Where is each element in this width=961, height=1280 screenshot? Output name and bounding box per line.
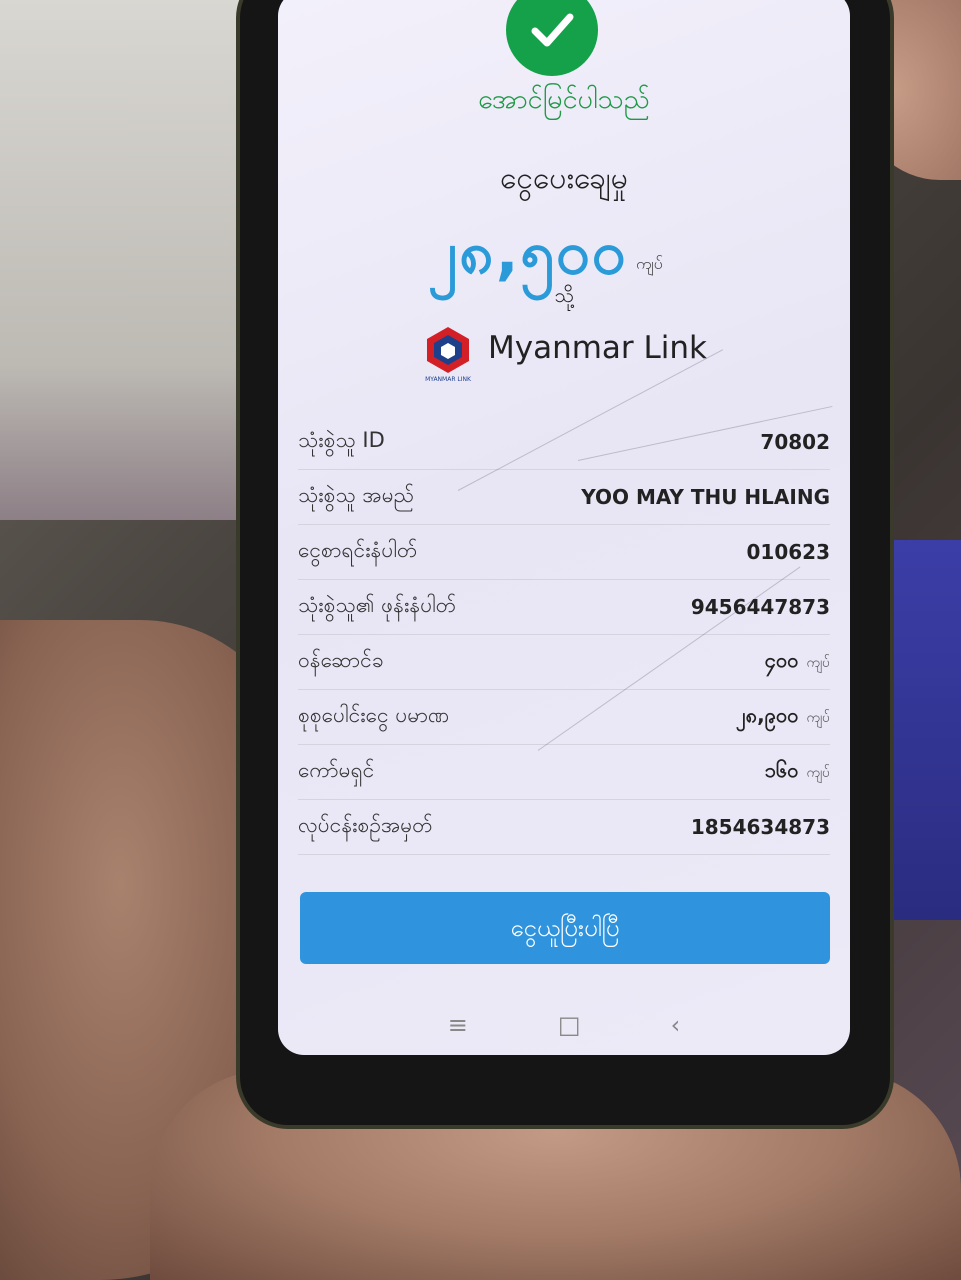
detail-value: 9456447873 [690, 595, 830, 619]
background-object [880, 540, 961, 920]
merchant-logo [413, 325, 483, 383]
success-message: အောင်မြင်ပါသည် [478, 84, 650, 115]
success-check-icon [506, 0, 598, 76]
detail-value-wrap [765, 647, 830, 677]
merchant-name: Myanmar Link [488, 330, 708, 366]
menu-icon[interactable]: ≡ [447, 1011, 468, 1039]
detail-value-wrap [747, 540, 831, 564]
detail-row [298, 470, 830, 525]
detail-value-wrap [736, 702, 830, 732]
detail-unit: ကျပ် [806, 655, 830, 671]
detail-label: စုစုပေါင်းငွေ ပမာဏ [298, 702, 450, 727]
detail-value-wrap [760, 430, 830, 454]
detail-label: သုံးစွဲသူ၏ ဖုန်းနံပါတ် [298, 592, 457, 617]
detail-value-wrap [691, 815, 830, 839]
detail-label: ကော်မရှင် [298, 757, 375, 782]
detail-row [298, 580, 830, 635]
detail-value: ၂၈,၉၀၀ [735, 703, 799, 727]
detail-value: 010623 [746, 540, 830, 564]
detail-value-wrap [691, 595, 830, 619]
detail-row [298, 745, 830, 800]
system-nav-bar [278, 1000, 850, 1050]
detail-row [298, 690, 830, 745]
detail-unit: ကျပ် [806, 765, 830, 781]
done-button[interactable]: ငွေယူပြီးပါပြီ [300, 892, 830, 964]
detail-value-wrap [581, 485, 830, 509]
home-icon[interactable]: □ [557, 1011, 581, 1039]
payment-label: ငွေပေးချေမှု [500, 161, 628, 196]
detail-unit: ကျပ် [806, 710, 830, 726]
detail-label: သုံးစွဲသူ ID [298, 427, 385, 452]
detail-value-wrap [765, 757, 830, 787]
detail-label: ငွေစာရင်းနံပါတ် [298, 537, 418, 562]
detail-label: လုပ်ငန်းစဉ်အမှတ် [298, 812, 433, 837]
payment-to-label: သို့ [554, 283, 574, 307]
background-fabric [0, 0, 240, 520]
back-icon[interactable]: ‹ [670, 1011, 681, 1039]
details-list [298, 415, 830, 855]
detail-value: YOO MAY THU HLAING [581, 485, 830, 509]
phone-screen [278, 0, 850, 1055]
detail-value: 1854634873 [690, 815, 830, 839]
detail-value: ၄၀၀ [764, 648, 799, 672]
detail-row [298, 525, 830, 580]
detail-row [298, 800, 830, 855]
payment-amount: ၂၈,၅၀၀ [428, 218, 628, 288]
detail-value: 70802 [760, 430, 830, 454]
detail-value: ၁၆၀ [764, 758, 799, 782]
detail-label: ဝန်ဆောင်ခ [298, 647, 384, 672]
detail-label: သုံးစွဲသူ အမည် [298, 482, 415, 507]
svg-text:MYANMAR LINK: MYANMAR LINK [425, 376, 471, 383]
detail-row [298, 635, 830, 690]
payment-currency: ကျပ် [636, 254, 663, 273]
